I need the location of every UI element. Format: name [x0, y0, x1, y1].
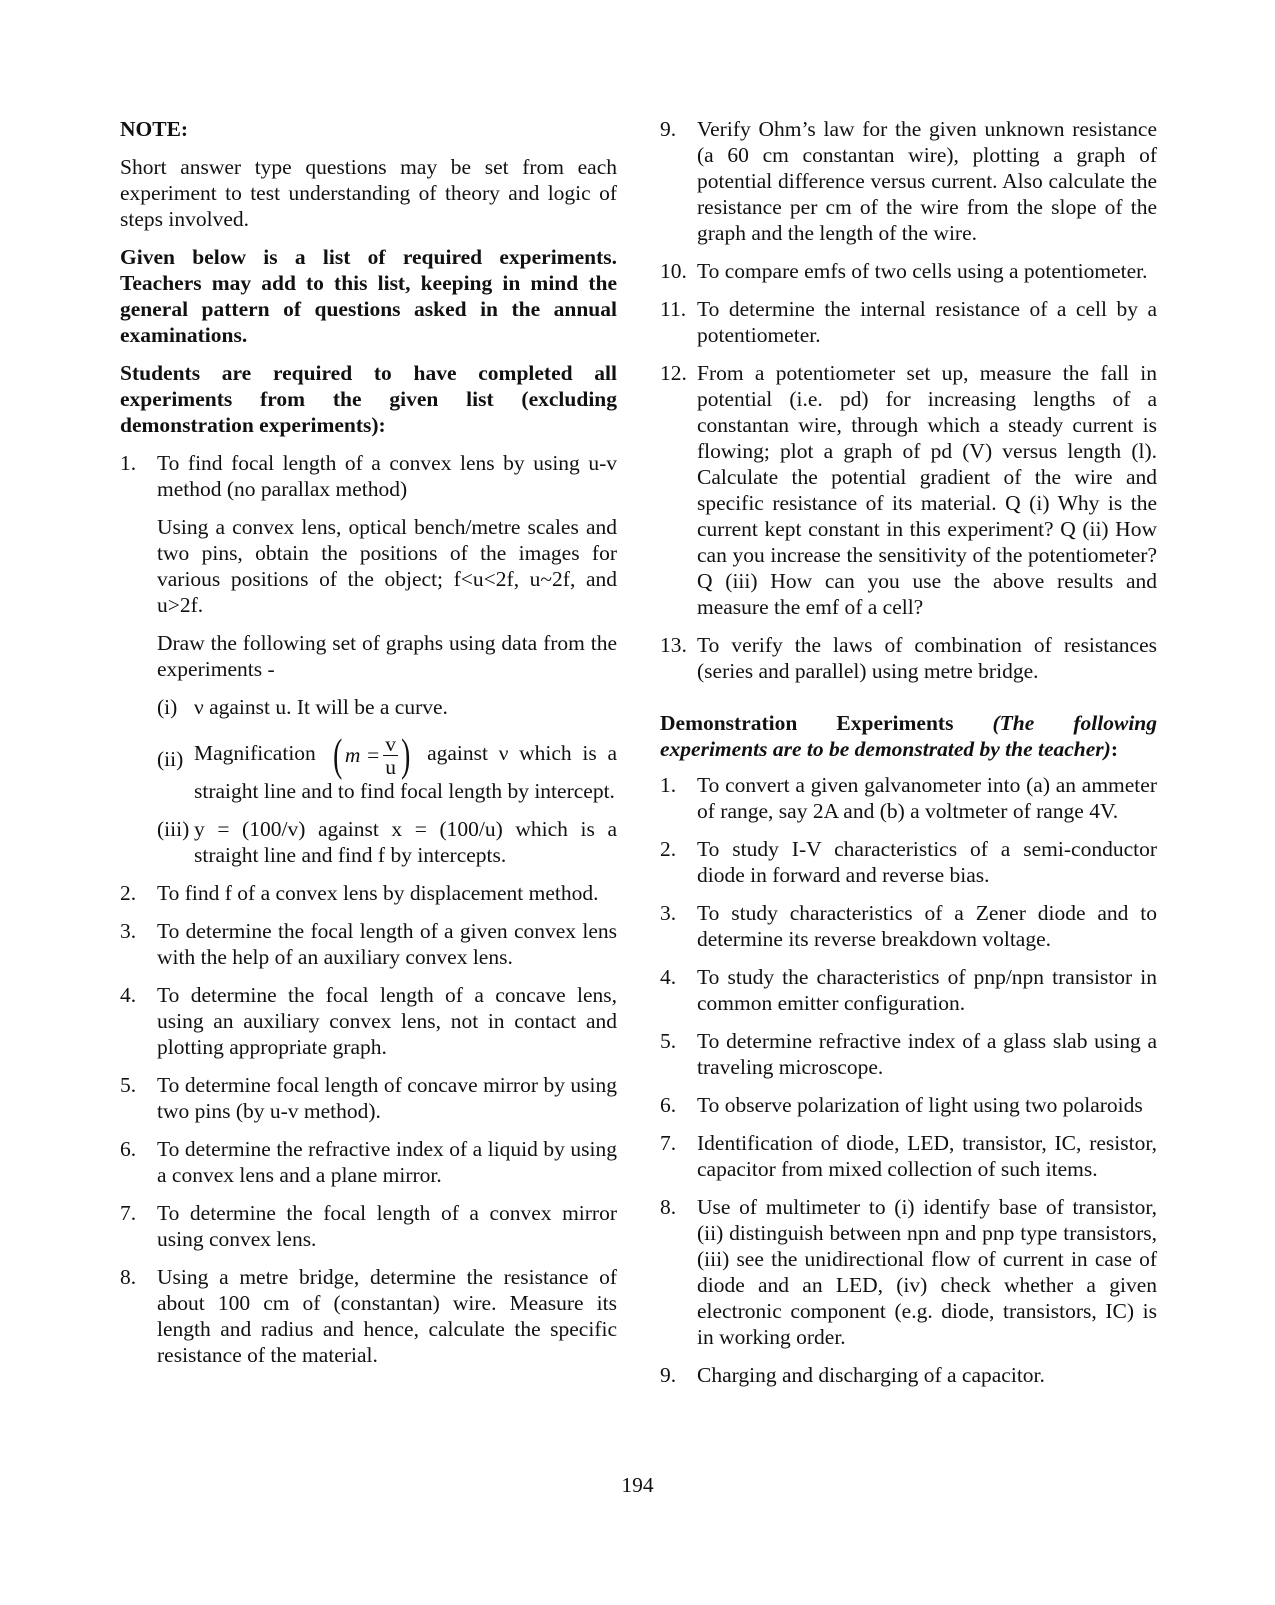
- graph-item-i-text: ν against u. It will be a curve.: [194, 695, 448, 719]
- item-number: 9.: [660, 1363, 677, 1387]
- item-text: To convert a given galvanometer into (a) an ammeter of range, say 2A and (b) a voltmeter of range 4V.: [697, 773, 1157, 823]
- experiment-2: [120, 880, 617, 906]
- magnification-label: Magnification: [194, 740, 316, 765]
- magnification-rest: against ν which is a straight line and to find focal length by intercept.: [194, 740, 617, 803]
- item-number: 1.: [120, 451, 137, 475]
- demonstration-heading-italic: (The following experiments are to be demonstrated by the teacher): [660, 711, 1157, 761]
- experiment-3: [120, 918, 617, 970]
- item-text: To determine focal length of concave mirror by using two pins (by u-v method).: [157, 1073, 617, 1123]
- item-text: From a potentiometer set up, measure the fall in potential (i.e. pd) for increasing lengths of a constantan wire, through which a steady current is flowing; plot a graph of pd (V) versus length (l). Calculate the potential gradient of the wire and specific resistance of its material. Q (i) Why is the current kept constant in this experiment? Q (ii) How can you increase the sensitivity of the potentiometer? Q (iii) How can you use the above results and measure the emf of a cell?: [697, 361, 1157, 619]
- item-number: 12.: [660, 361, 687, 385]
- item-number: 3.: [120, 919, 137, 943]
- item-text: To determine the focal length of a convex mirror using convex lens.: [157, 1201, 617, 1251]
- experiment-1: [120, 450, 617, 868]
- experiment-9: [660, 116, 1157, 246]
- item-number: 11.: [660, 297, 687, 321]
- demo-item-2: [660, 836, 1157, 888]
- item-text: Verify Ohm’s law for the given unknown resistance (a 60 cm constantan wire), plotting a graph of potential difference versus current. Also calculate the resistance per cm of the wire from the slope of the graph and the length of the wire.: [697, 117, 1157, 245]
- roman-number: (iii): [157, 817, 190, 841]
- item-text: To study the characteristics of pnp/npn transistor in common emitter configuration.: [697, 965, 1157, 1015]
- experiment-13: [660, 632, 1157, 684]
- fraction-numerator: v: [385, 731, 397, 756]
- experiment-10: [660, 258, 1157, 284]
- students-required-text: Students are required to have completed all experiments from the given list (excluding demonstration experiments):: [120, 361, 617, 437]
- roman-number: (ii): [157, 747, 184, 771]
- page-number: 194: [621, 1473, 654, 1497]
- item-number: 3.: [660, 901, 677, 925]
- item-text: To verify the laws of combination of resistances (series and parallel) using metre bridge.: [697, 633, 1157, 683]
- item-number: 5.: [660, 1029, 677, 1053]
- item-number: 7.: [120, 1201, 137, 1225]
- right-paren-glyph: ): [401, 729, 411, 780]
- item-text: Use of multimeter to (i) identify base of transistor, (ii) distinguish between npn and pnp type transistors, (iii) see the unidirectional flow of current in case of diode and an LED, (iv) check whether a given electronic component (e.g. diode, transistors, IC) is in working order.: [697, 1195, 1157, 1349]
- item-text: To compare emfs of two cells using a potentiometer.: [697, 259, 1148, 283]
- roman-number: (i): [157, 695, 178, 719]
- item-text: To study I-V characteristics of a semi-conductor diode in forward and reverse bias.: [697, 837, 1157, 887]
- item-text: To determine the focal length of a given convex lens with the help of an auxiliary convex lens.: [157, 919, 617, 969]
- demo-item-3: [660, 900, 1157, 952]
- item-number: 13.: [660, 633, 687, 657]
- experiment-1-body: [157, 450, 617, 868]
- item-number: 6.: [660, 1093, 677, 1117]
- graph-item-iii-text: y = (100/v) against x = (100/u) which is a straight line and find f by intercepts.: [194, 817, 617, 867]
- demonstration-heading: [660, 710, 1157, 762]
- item-number: 4.: [120, 983, 137, 1007]
- demo-item-4: [660, 964, 1157, 1016]
- item-text: To study characteristics of a Zener diode and to determine its reverse breakdown voltage.: [697, 901, 1157, 951]
- experiment-1-title: To find focal length of a convex lens by using u-v method (no parallax method): [157, 451, 617, 501]
- note-text: Short answer type questions may be set from each experiment to test understanding of theory and logic of steps involved.: [120, 155, 617, 231]
- magnification-formula: [330, 729, 414, 780]
- demo-item-6: [660, 1092, 1157, 1118]
- fraction: [383, 733, 398, 778]
- item-number: 1.: [660, 773, 677, 797]
- item-number: 5.: [120, 1073, 137, 1097]
- item-text: Identification of diode, LED, transistor, IC, resistor, capacitor from mixed collection of such items.: [697, 1131, 1157, 1181]
- graph-item-ii-text: [194, 729, 617, 804]
- experiment-11: [660, 296, 1157, 348]
- item-number: 8.: [660, 1195, 677, 1219]
- experiment-6: [120, 1136, 617, 1188]
- demo-item-1: [660, 772, 1157, 824]
- graph-item-ii: [157, 729, 617, 804]
- experiment-7: [120, 1200, 617, 1252]
- item-number: 7.: [660, 1131, 677, 1155]
- graph-item-i: [157, 694, 617, 720]
- item-number: 2.: [120, 881, 137, 905]
- item-text: Using a metre bridge, determine the resistance of about 100 cm of (constantan) wire. Measure its length and radius and hence, calculate the specific resistance of the material.: [157, 1265, 617, 1367]
- item-text: To determine the internal resistance of a cell by a potentiometer.: [697, 297, 1157, 347]
- item-number: 2.: [660, 837, 677, 861]
- demo-item-7: [660, 1130, 1157, 1182]
- item-text: To determine refractive index of a glass slab using a traveling microscope.: [697, 1029, 1157, 1079]
- experiment-12: [660, 360, 1157, 620]
- given-below-text: Given below is a list of required experiments. Teachers may add to this list, keeping in mind the general pattern of questions asked in the annual examinations.: [120, 245, 617, 347]
- note-heading: NOTE:: [120, 117, 189, 141]
- experiment-1-graphs-intro: Draw the following set of graphs using data from the experiments -: [157, 631, 617, 681]
- experiment-5: [120, 1072, 617, 1124]
- left-paren-glyph: (: [332, 729, 342, 780]
- demonstration-heading-colon: :: [1110, 737, 1119, 761]
- item-number: 6.: [120, 1137, 137, 1161]
- demonstration-heading-bold: Demonstration Experiments: [660, 711, 954, 735]
- demo-item-9: [660, 1362, 1157, 1388]
- item-number: 8.: [120, 1265, 137, 1289]
- item-number: 10.: [660, 259, 687, 283]
- item-number: 9.: [660, 117, 677, 141]
- demo-item-8: [660, 1194, 1157, 1350]
- experiment-8: [120, 1264, 617, 1368]
- item-text: Charging and discharging of a capacitor.: [697, 1363, 1045, 1387]
- right-column: [660, 116, 1157, 1400]
- item-text: To find f of a convex lens by displacement method.: [157, 881, 599, 905]
- formula-lhs: m =: [344, 743, 381, 767]
- fraction-denominator: u: [385, 754, 397, 779]
- item-number: 4.: [660, 965, 677, 989]
- item-text: To observe polarization of light using two polaroids: [697, 1093, 1143, 1117]
- item-text: To determine the focal length of a concave lens, using an auxiliary convex lens, not in contact and plotting appropriate graph.: [157, 983, 617, 1059]
- demo-item-5: [660, 1028, 1157, 1080]
- experiment-1-procedure: Using a convex lens, optical bench/metre scales and two pins, obtain the positions of the images for various positions of the object; f<u<2f, u~2f, and u>2f.: [157, 515, 617, 617]
- item-text: To determine the refractive index of a liquid by using a convex lens and a plane mirror.: [157, 1137, 617, 1187]
- left-column: [120, 116, 617, 1380]
- graph-item-iii: [157, 816, 617, 868]
- experiment-4: [120, 982, 617, 1060]
